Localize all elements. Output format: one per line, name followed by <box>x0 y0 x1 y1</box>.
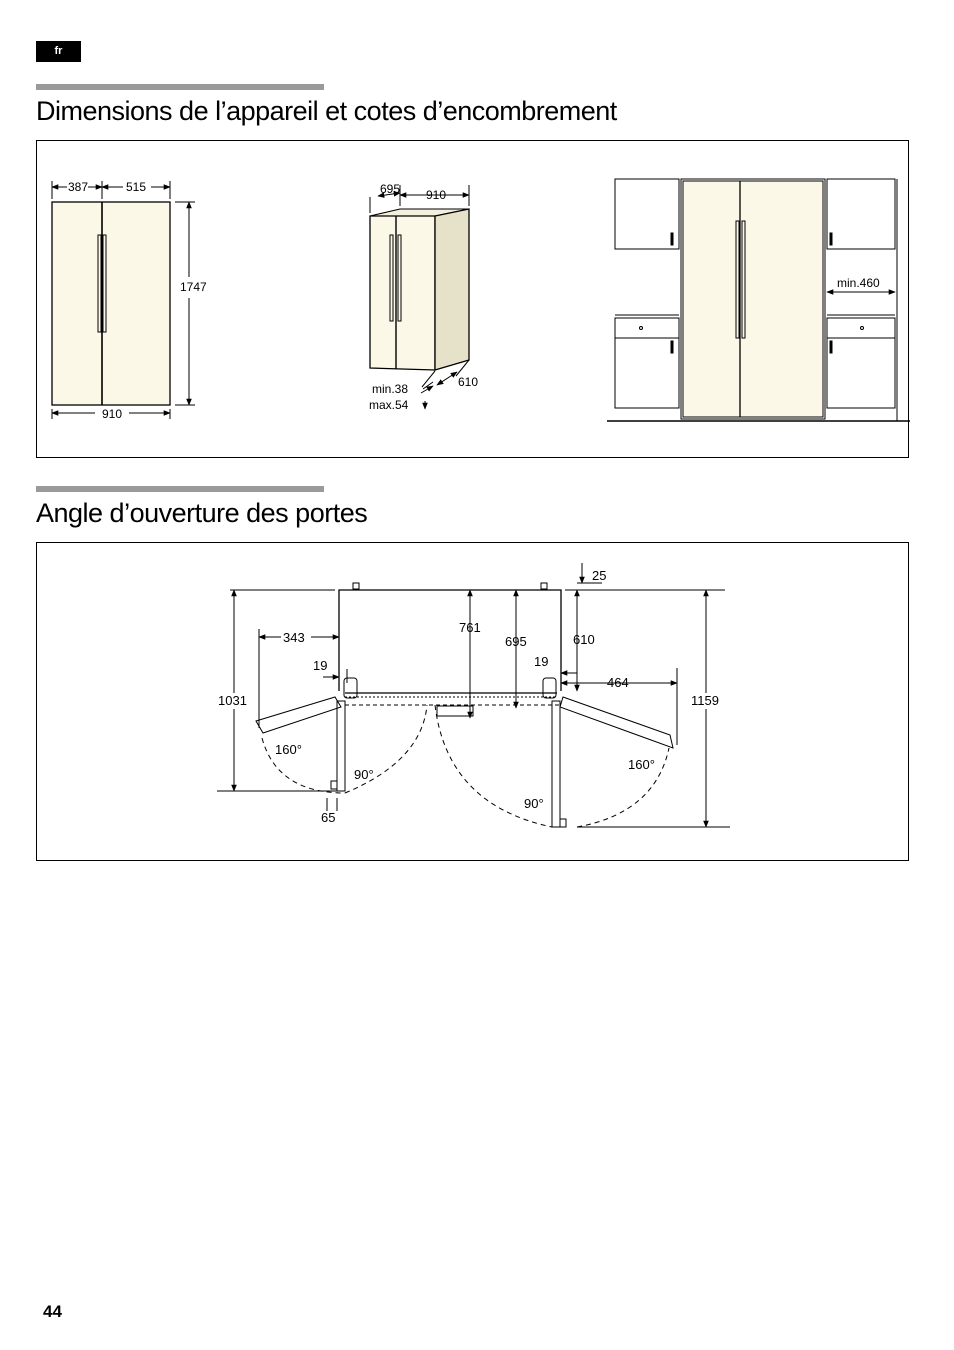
language-tab: fr <box>36 41 81 62</box>
section-title-dimensions: Dimensions de l’appareil et cotes d’encombrement <box>36 96 617 126</box>
angle-right-90-label: 90° <box>524 796 544 811</box>
hinge-offset-left-label: 19 <box>313 658 328 673</box>
perspective-max-gap-label: max.54 <box>369 398 409 412</box>
front-depth-left-label: 387 <box>68 180 89 194</box>
door-plan-view <box>217 563 730 827</box>
section-rule <box>36 486 324 492</box>
door-angle-figure <box>36 542 909 861</box>
open-depth-695-label: 695 <box>505 634 527 649</box>
section-title-door-angle: Angle d’ouverture des portes <box>36 498 368 528</box>
perspective-depth-label: 695 <box>380 182 401 196</box>
angle-left-90-label: 90° <box>354 767 374 782</box>
door-angle-diagram <box>37 543 910 862</box>
section-rule <box>36 84 324 90</box>
left-total-depth-label: 1031 <box>218 693 247 708</box>
front-height-label: 1747 <box>180 280 207 294</box>
perspective-min-gap-label: min.38 <box>372 382 409 396</box>
handle-offset-label: 65 <box>321 810 336 825</box>
dimensions-diagram <box>37 141 910 459</box>
body-depth-label: 610 <box>573 632 595 647</box>
right-total-depth-label: 1159 <box>691 693 719 708</box>
right-door-width-label: 464 <box>607 675 629 690</box>
front-view <box>52 181 195 419</box>
installation-view <box>607 179 910 421</box>
left-door-width-label: 343 <box>283 630 305 645</box>
perspective-view <box>370 185 469 409</box>
perspective-width-label: 910 <box>426 188 447 202</box>
angle-left-160-label: 160° <box>275 742 302 757</box>
installation-clearance-label: min.460 <box>837 276 880 290</box>
perspective-body-depth-label: 610 <box>458 375 479 389</box>
page-number: 44 <box>43 1302 62 1321</box>
top-clearance-label: 25 <box>592 568 607 583</box>
dimensions-figure <box>36 140 909 458</box>
hinge-offset-right-label: 19 <box>534 654 549 669</box>
front-width-label: 910 <box>102 407 123 421</box>
open-depth-761-label: 761 <box>459 620 481 635</box>
angle-right-160-label: 160° <box>628 757 655 772</box>
front-depth-right-label: 515 <box>126 180 147 194</box>
